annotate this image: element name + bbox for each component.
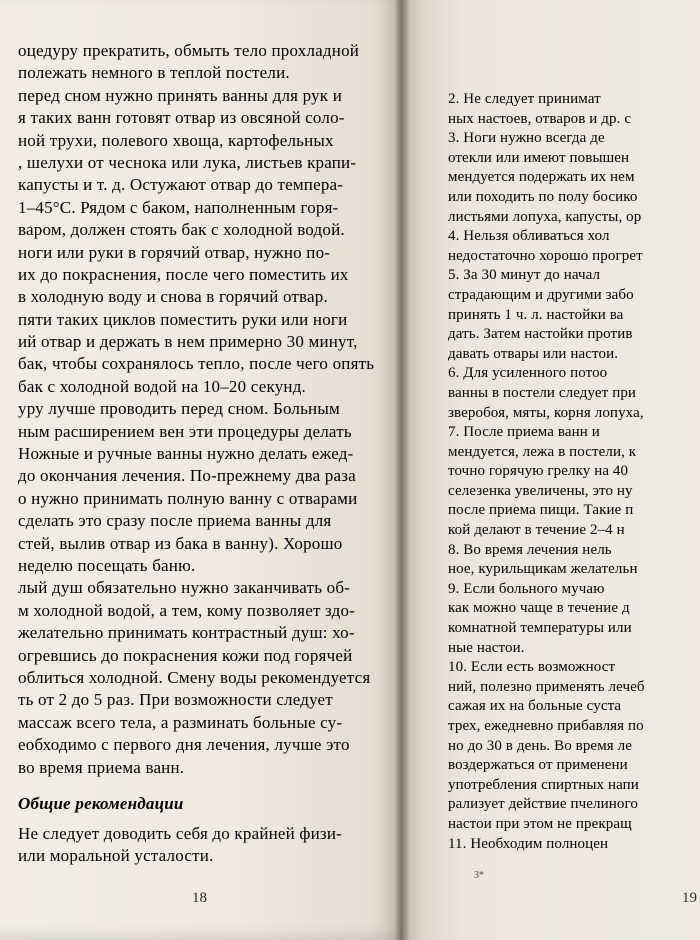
- text-line: ий отвар и держать в нем примерно 30 минут,: [18, 332, 358, 352]
- text-line: точно горячую грелку на 40: [448, 463, 629, 480]
- text-line: в холодную воду и снова в горячий отвар.: [18, 287, 328, 307]
- text-line: или походить по полу босико: [448, 188, 638, 205]
- text-line: я таких ванн готовят отвар из овсяной соло-: [18, 108, 345, 128]
- text-line: бак, чтобы сохранялось тепло, после чего опять: [18, 354, 375, 374]
- text-line: неделю посещать баню.: [18, 555, 196, 575]
- text-line: ным расширением вен эти процедуры делать: [18, 421, 352, 441]
- text-line: зверобоя, мяты, корня лопуха,: [448, 404, 644, 421]
- text-line: настои при этом не прекращ: [448, 815, 632, 832]
- text-line: 6. Для усиленного потоо: [448, 365, 608, 382]
- text-line: 2. Не следует принимат: [448, 91, 601, 107]
- text-line: облиться холодной. Смену воды рекомендуется: [18, 667, 371, 687]
- text-line: или моральной усталости.: [18, 846, 214, 866]
- text-line: селезенка увеличены, это ну: [448, 482, 633, 499]
- text-line: еобходимо с первого дня лечения, лучше это: [18, 735, 350, 755]
- text-line: сажая их на больные суста: [448, 698, 622, 715]
- text-line: недостаточно хорошо прогрет: [448, 247, 643, 264]
- text-line: принять 1 ч. л. настойки ва: [448, 306, 624, 323]
- text-line: стей, вылив отвар из бака в ванну). Хорошо: [18, 533, 343, 553]
- section-heading: Общие рекомендации: [18, 793, 184, 813]
- text-line: воздержаться от применени: [448, 757, 628, 774]
- text-line: ное, курильщикам желательн: [448, 561, 638, 578]
- text-line: мендуется подержать их нем: [448, 169, 635, 186]
- text-line: 9. Если больного мучаю: [448, 580, 605, 597]
- text-line: желательно принимать контрастный душ: хо-: [18, 623, 355, 643]
- text-line: рализует действие пчелиного: [448, 796, 638, 813]
- text-line: ных настоев, отваров и др. с: [448, 110, 632, 127]
- text-line: лый душ обязательно нужно заканчивать об-: [18, 578, 351, 598]
- text-line: употребления спиртных напи: [448, 776, 639, 793]
- text-line: ванны в постели следует при: [448, 384, 637, 401]
- text-line: массаж всего тела, а разминать больные су-: [18, 712, 343, 732]
- signature-mark: 3*: [474, 870, 484, 881]
- text-line: давать отвары или настои.: [448, 345, 619, 362]
- text-line: страдающим и другими забо: [448, 286, 634, 303]
- text-line: уру лучше проводить перед сном. Больным: [18, 399, 340, 419]
- text-line: ные настои.: [448, 639, 525, 656]
- text-line: оцедуру прекратить, обмыть тело прохладной: [18, 41, 360, 60]
- text-line: ноги или руки в горячий отвар, нужно по-: [18, 242, 331, 262]
- text-line: м холодной водой, а тем, кому позволяет здо-: [18, 600, 356, 620]
- text-line: до окончания лечения. По-прежнему два раза: [18, 466, 356, 486]
- text-line: пяти таких циклов поместить руки или ноги: [18, 309, 348, 329]
- text-line: 11. Необходим полноцен: [448, 835, 609, 852]
- text-line: , шелухи от чеснока или лука, листьев крапи-: [18, 152, 357, 172]
- text-line: 1–45°C. Рядом с баком, наполненным горя-: [18, 197, 339, 217]
- text-line: во время приема ванн.: [18, 757, 185, 777]
- page-number-right: 19: [682, 890, 697, 906]
- text-line: полежать немного в теплой постели.: [18, 63, 290, 83]
- text-line: перед сном нужно принять ванны для рук и: [18, 85, 343, 105]
- text-line: ний, полезно применять лечеб: [448, 678, 645, 695]
- text-line: 5. За 30 минут до начал: [448, 267, 601, 284]
- text-line: дать. Затем настойки против: [448, 326, 633, 343]
- text-line: варом, должен стоять бак с холодной водой.: [18, 220, 345, 240]
- text-line: мендуется, лежа в постели, к: [448, 443, 637, 460]
- text-line: 4. Нельзя обливаться хол: [448, 228, 610, 245]
- text-line: 8. Во время лечения нель: [448, 541, 612, 558]
- text-line: листьями лопуха, капусты, ор: [448, 208, 642, 225]
- text-line: о нужно принимать полную ванну с отварами: [18, 488, 358, 508]
- text-line: кой делают в течение 2–4 н: [448, 522, 625, 539]
- text-line: комнатной температуры или: [448, 620, 632, 637]
- text-line: бак с холодной водой на 10–20 секунд.: [18, 376, 306, 396]
- text-line: Ножные и ручные ванны нужно делать ежед-: [18, 444, 354, 464]
- text-line: ть от 2 до 5 раз. При возможности следует: [18, 690, 333, 710]
- text-line: трех, ежедневно прибавляя по: [448, 718, 644, 734]
- text-line: отекли или имеют повышен: [448, 149, 630, 166]
- text-line: огревшись до покраснения кожи под горячей: [18, 645, 353, 665]
- text-line: Не следует доводить себя до крайней физи-: [18, 823, 342, 843]
- text-line: 3. Ноги нужно всегда де: [448, 130, 605, 147]
- text-line: 7. После приема ванн и: [448, 424, 600, 441]
- page-number-left: 18: [192, 890, 207, 906]
- text-line: ной трухи, полевого хвоща, картофельных: [18, 130, 334, 150]
- text-line: как можно чаще в течение д: [448, 600, 630, 617]
- text-line: капусты и т. д. Остужают отвар до темпера-: [18, 175, 344, 195]
- text-line: сделать это сразу после приема ванны для: [18, 511, 332, 531]
- text-line: после приема пищи. Такие п: [448, 502, 634, 519]
- left-page-text: [18, 40, 374, 868]
- right-page-text: [448, 90, 645, 854]
- text-line: их до покраснения, после чего поместить их: [18, 264, 349, 284]
- text-line: 10. Если есть возможност: [448, 659, 616, 676]
- text-line: но до 30 в день. Во время ле: [448, 737, 632, 754]
